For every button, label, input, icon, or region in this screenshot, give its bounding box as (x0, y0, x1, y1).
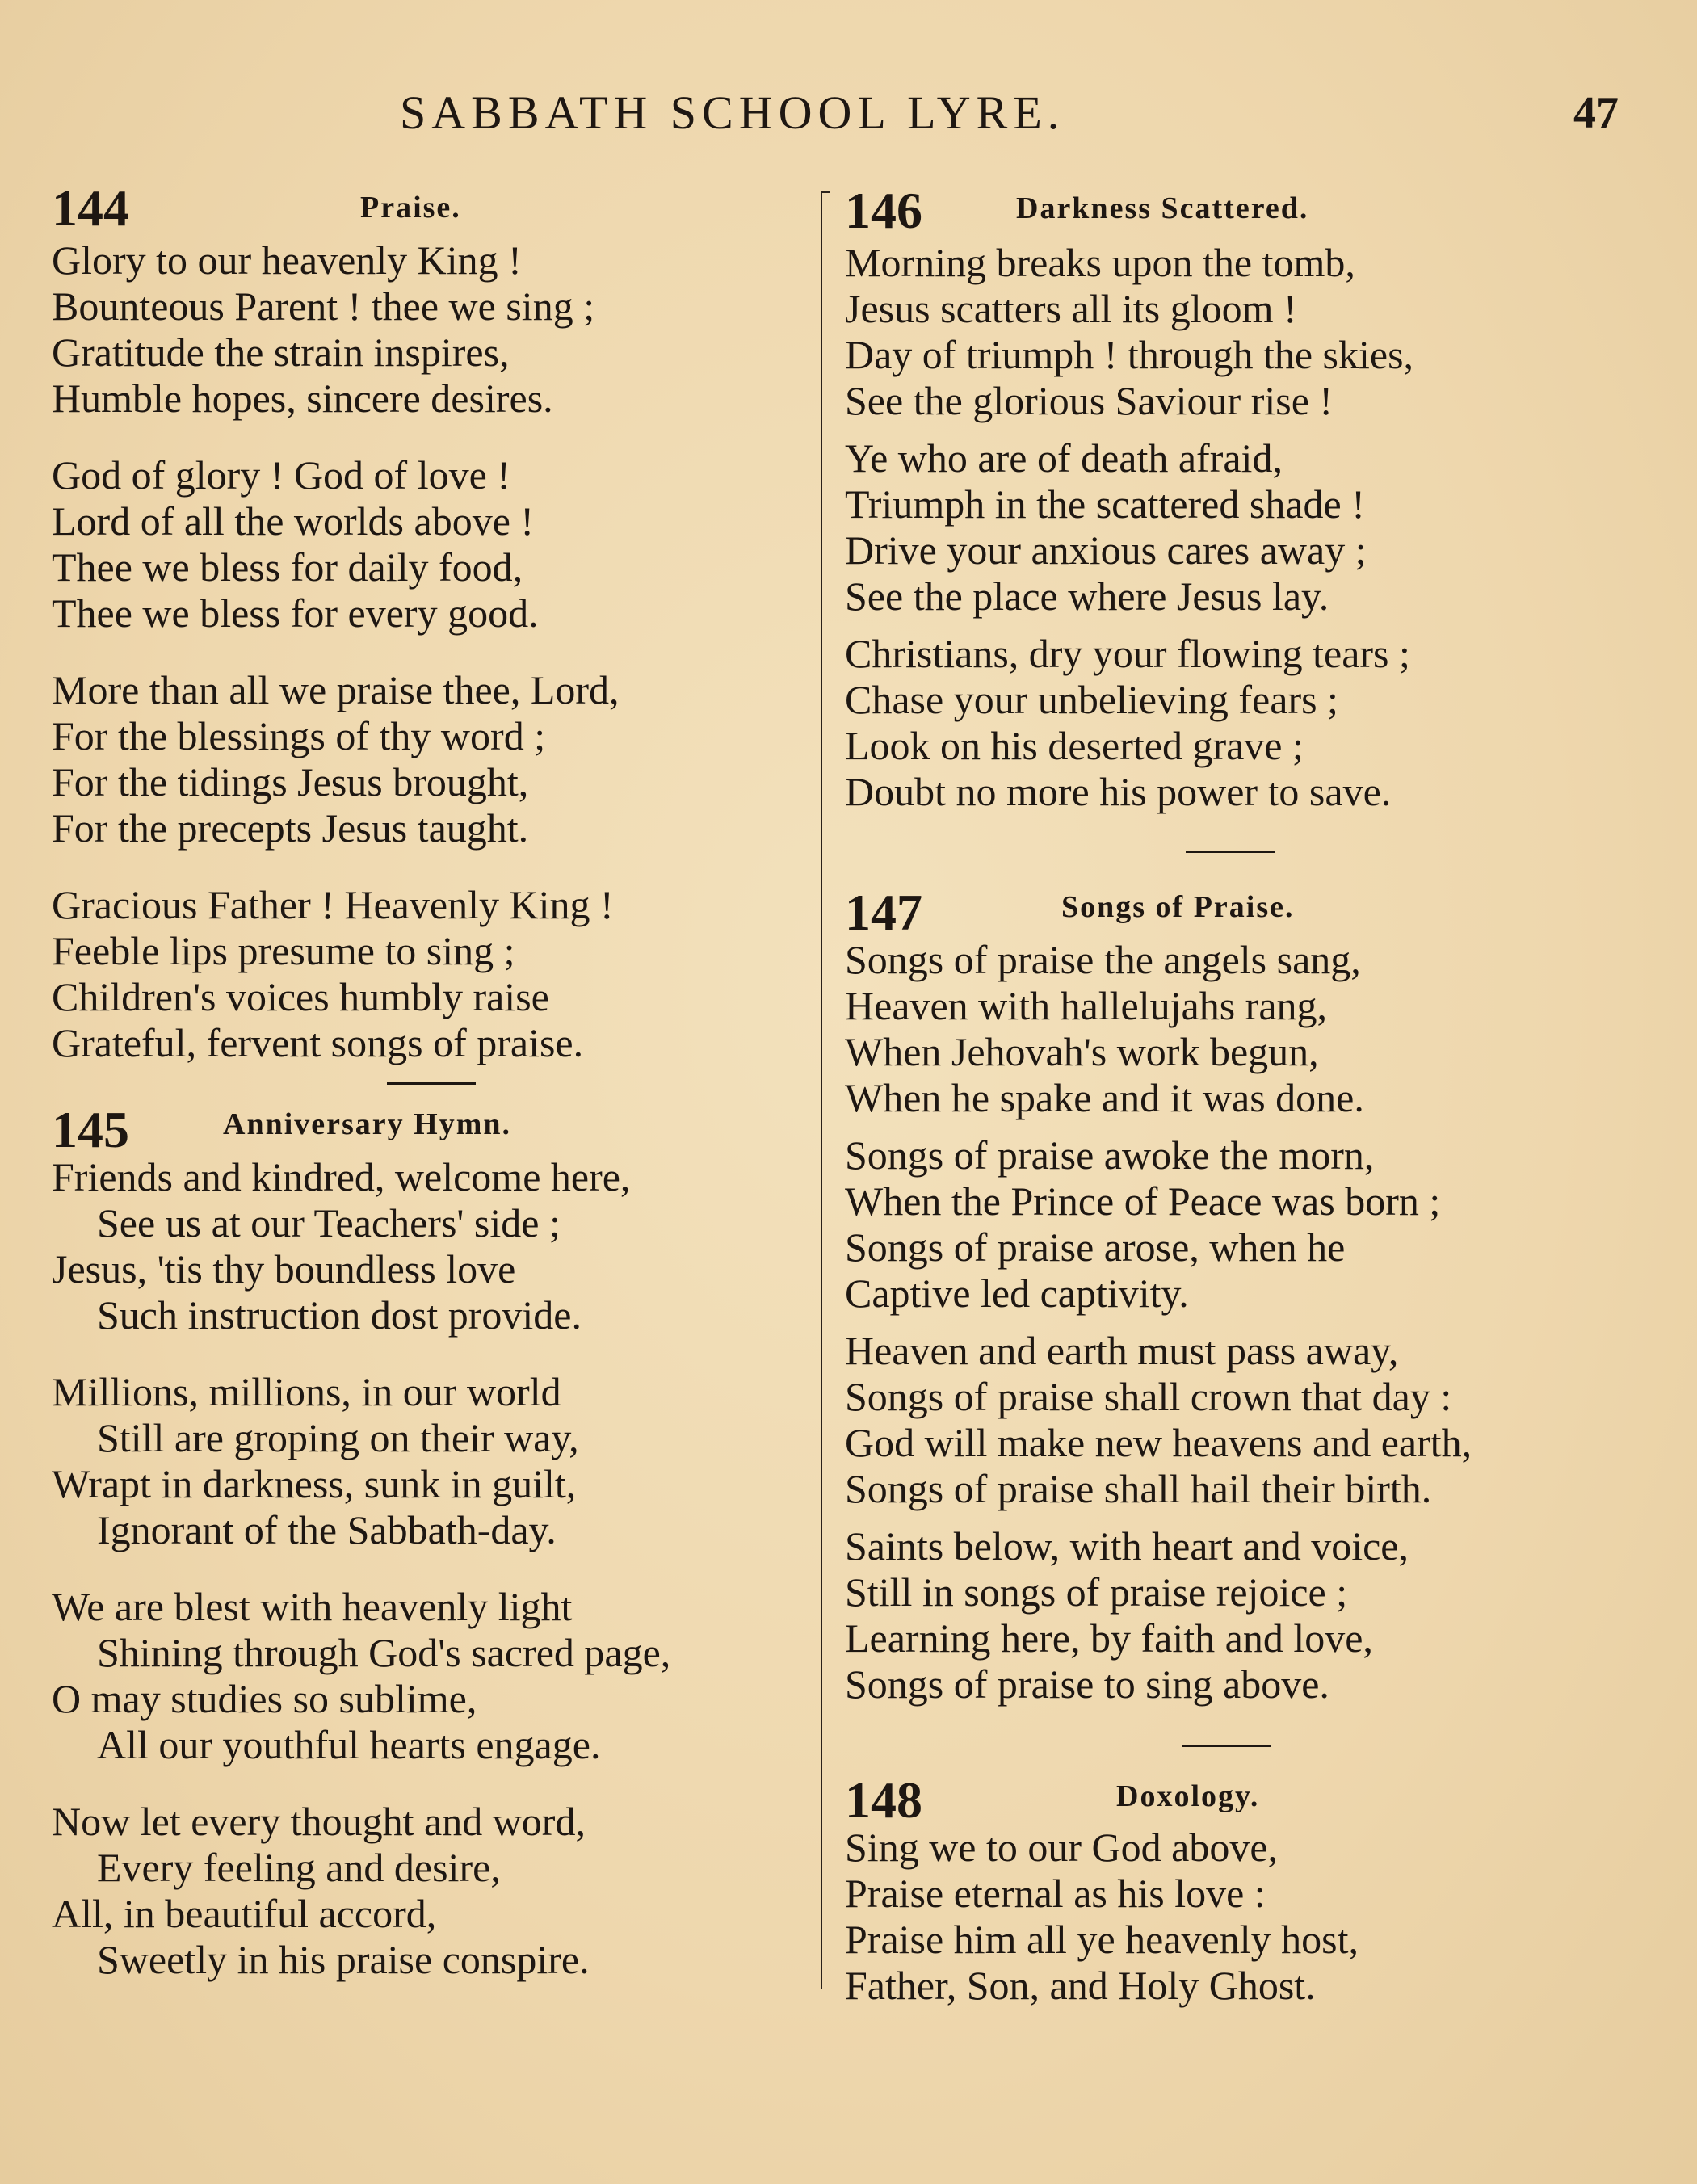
verse-line: Gratitude the strain inspires, (52, 330, 510, 375)
verse-line: Grateful, fervent songs of praise. (52, 1020, 584, 1065)
stanza (52, 1584, 811, 1768)
verse-line: See the glorious Saviour rise ! (845, 378, 1334, 423)
verse-line: Songs of praise shall hail their birth. (845, 1466, 1432, 1511)
verse-line: Glory to our heavenly King ! (52, 237, 522, 283)
stanza (845, 435, 1653, 620)
verse-line: Learning here, by faith and love, (845, 1615, 1373, 1661)
hymn-148 (845, 1771, 1653, 2009)
stanza (845, 240, 1653, 424)
verse-line: Songs of praise awoke the morn, (845, 1132, 1375, 1178)
verse-line: Ignorant of the Sabbath-day. (97, 1507, 557, 1552)
verse-line: For the tidings Jesus brought, (52, 759, 529, 804)
stanza (52, 1799, 811, 1983)
verse-line: We are blest with heavenly light (52, 1584, 573, 1629)
verse-line: Songs of praise arose, when he (845, 1224, 1346, 1270)
hymn-146 (845, 182, 1653, 815)
verse-line: Heaven and earth must pass away, (845, 1328, 1399, 1373)
verse-line: Christians, dry your flowing tears ; (845, 631, 1410, 676)
verse-line: Sing we to our God above, (845, 1825, 1279, 1870)
verse-line: For the blessings of thy word ; (52, 713, 546, 758)
verse-line: Doubt no more his power to save. (845, 769, 1392, 814)
stanza (52, 237, 811, 422)
hymn-number: 147 (845, 884, 922, 941)
verse-line: God of glory ! God of love ! (52, 452, 510, 498)
hymn-title: Songs of Praise. (1061, 890, 1295, 924)
verse-line: Songs of praise to sing above. (845, 1661, 1329, 1707)
verse-line: Now let every thought and word, (52, 1799, 586, 1844)
verse-line: Still are groping on their way, (97, 1415, 579, 1460)
stanza (845, 1825, 1653, 2009)
hymn-heading (845, 182, 1653, 240)
verse-line: Such instruction dost provide. (97, 1292, 582, 1338)
verse-line: When he spake and it was done. (845, 1075, 1364, 1120)
verse-line: Thee we bless for every good. (52, 590, 539, 636)
verse-line: Morning breaks upon the tomb, (845, 240, 1355, 285)
verse-line: Jesus scatters all its gloom ! (845, 286, 1297, 331)
verse-line: Drive your anxious cares away ; (845, 527, 1367, 573)
hymn-title: Anniversary Hymn. (223, 1107, 511, 1141)
hymn-heading (52, 179, 811, 237)
stanza (52, 882, 811, 1066)
hymn-heading (52, 1101, 811, 1158)
verse-line: Thee we bless for daily food, (52, 544, 523, 590)
verse-line: Gracious Father ! Heavenly King ! (52, 882, 614, 927)
verse-line: All, in beautiful accord, (52, 1891, 437, 1936)
hymn-number: 144 (52, 179, 129, 237)
hymn-number: 148 (845, 1771, 922, 1829)
verse-line: Captive led captivity. (845, 1270, 1189, 1316)
hymn-144 (52, 179, 811, 1066)
verse-line: God will make new heavens and earth, (845, 1420, 1472, 1465)
verse-line: All our youthful hearts engage. (97, 1722, 601, 1767)
stanza (52, 1369, 811, 1553)
stanza (52, 452, 811, 636)
verse-line: Songs of praise the angels sang, (845, 937, 1361, 982)
running-title: SABBATH SCHOOL LYRE. (400, 86, 1065, 139)
verse-line: Praise him all ye heavenly host, (845, 1917, 1359, 1962)
verse-line: Children's voices humbly raise (52, 974, 549, 1019)
verse-line: Sweetly in his praise conspire. (97, 1937, 590, 1982)
hymn-title: Doxology. (1116, 1779, 1260, 1813)
stanza (845, 937, 1653, 1121)
stanza (845, 1132, 1653, 1317)
column-rule (821, 192, 822, 1989)
hymn-heading (845, 1771, 1653, 1829)
verse-line: Ye who are of death afraid, (845, 435, 1283, 481)
verse-line: Still in songs of praise rejoice ; (845, 1569, 1348, 1615)
verse-line: Friends and kindred, welcome here, (52, 1154, 631, 1199)
verse-line: Millions, millions, in our world (52, 1369, 561, 1414)
verse-line: See the place where Jesus lay. (845, 573, 1329, 619)
page-number: 47 (1573, 88, 1619, 138)
verse-line: More than all we praise thee, Lord, (52, 667, 620, 712)
hymn-title: Darkness Scattered. (1016, 191, 1309, 225)
verse-line: See us at our Teachers' side ; (97, 1200, 561, 1245)
verse-line: Bounteous Parent ! thee we sing ; (52, 284, 595, 329)
left-column (52, 179, 811, 1983)
verse-line: When Jehovah's work begun, (845, 1029, 1319, 1074)
verse-line: Triumph in the scattered shade ! (845, 481, 1365, 527)
verse-line: Father, Son, and Holy Ghost. (845, 1963, 1316, 2008)
hymn-separator (387, 1082, 476, 1085)
right-column (845, 182, 1653, 2009)
verse-line: Saints below, with heart and voice, (845, 1523, 1409, 1569)
verse-line: Shining through God's sacred page, (97, 1630, 671, 1675)
stanza (845, 1328, 1653, 1512)
verse-line: Songs of praise shall crown that day : (845, 1374, 1452, 1419)
verse-line: Jesus, 'tis thy boundless love (52, 1246, 516, 1292)
hymn-heading (845, 884, 1653, 941)
stanza (845, 1523, 1653, 1707)
hymn-separator (1182, 1745, 1271, 1747)
verse-line: When the Prince of Peace was born ; (845, 1178, 1441, 1224)
verse-line: Praise eternal as his love : (845, 1871, 1266, 1916)
verse-line: Heaven with hallelujahs rang, (845, 983, 1328, 1028)
stanza (52, 667, 811, 851)
hymn-145 (52, 1101, 811, 1983)
verse-line: Look on his deserted grave ; (845, 723, 1304, 768)
page-header (0, 81, 1697, 145)
hymn-title: Praise. (360, 191, 461, 225)
stanza (52, 1154, 811, 1338)
verse-line: For the precepts Jesus taught. (52, 805, 529, 850)
verse-line: O may studies so sublime, (52, 1676, 477, 1721)
hymn-number: 145 (52, 1101, 129, 1158)
verse-line: Wrapt in darkness, sunk in guilt, (52, 1461, 577, 1506)
verse-line: Day of triumph ! through the skies, (845, 332, 1414, 377)
hymn-separator (1186, 850, 1275, 853)
verse-line: Feeble lips presume to sing ; (52, 928, 515, 973)
verse-line: Every feeling and desire, (97, 1845, 501, 1890)
hymn-number: 146 (845, 182, 922, 239)
hymn-147 (845, 884, 1653, 1707)
verse-line: Chase your unbelieving fears ; (845, 677, 1338, 722)
stanza (845, 631, 1653, 815)
verse-line: Lord of all the worlds above ! (52, 498, 535, 544)
verse-line: Humble hopes, sincere desires. (52, 376, 553, 421)
